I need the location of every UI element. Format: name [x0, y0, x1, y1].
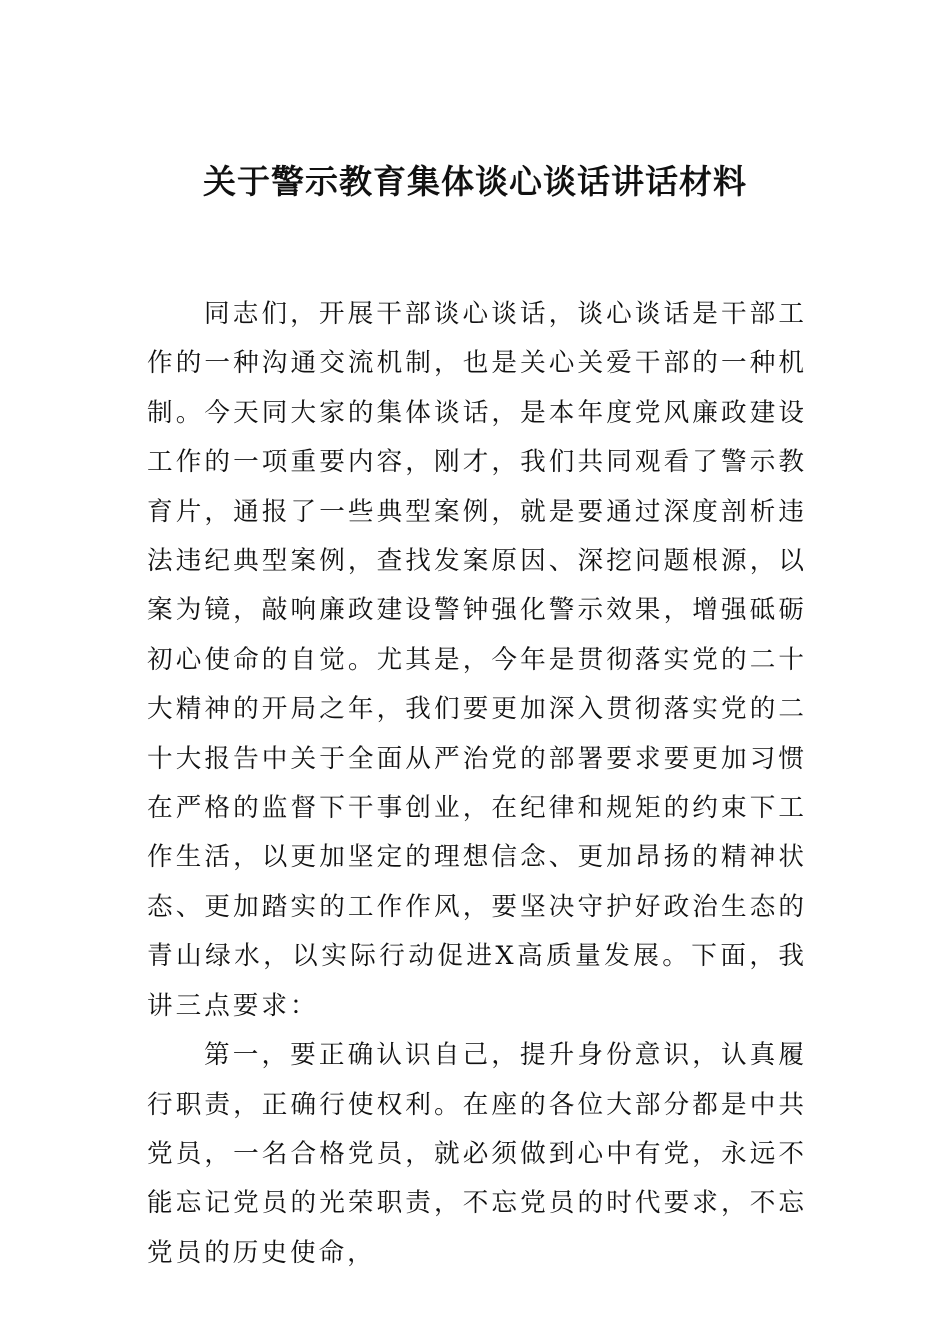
document-body	[147, 290, 807, 1278]
paragraph-point-one: 第一，要正确认识自己，提升身份意识，认真履行职责，正确行使权利。在座的各位大部分都是中共党员，一名合格党员，就必须做到心中有党，永远不能忘记党员的光荣职责，不忘党员的时代要求，不忘党员的历史使命，	[147, 1040, 807, 1268]
document-title: 关于警示教育集体谈心谈话讲话材料	[203, 162, 747, 201]
paragraph-intro: 同志们，开展干部谈心谈话，谈心谈话是干部工作的一种沟通交流机制，也是关心关爱干部的一种机制。今天同大家的集体谈话，是本年度党风廉政建设工作的一项重要内容，刚才，我们共同观看了警示教育片，通报了一些典型案例，就是要通过深度剖析违法违纪典型案例，查找发案原因、深挖问题根源，以案为镜，敲响廉政建设警钟强化警示效果，增强砥砺初心使命的自觉。尤其是，今年是贯彻落实党的二十大精神的开局之年，我们要更加深入贯彻落实党的二十大报告中关于全面从严治党的部署要求要更加习惯在严格的监督下干事创业，在纪律和规矩的约束下工作生活，以更加坚定的理想信念、更加昂扬的精神状态、更加踏实的工作作风，要坚决守护好政治生态的青山绿水，以实际行动促进X高质量发展。下面，我讲三点要求：	[147, 299, 807, 1021]
